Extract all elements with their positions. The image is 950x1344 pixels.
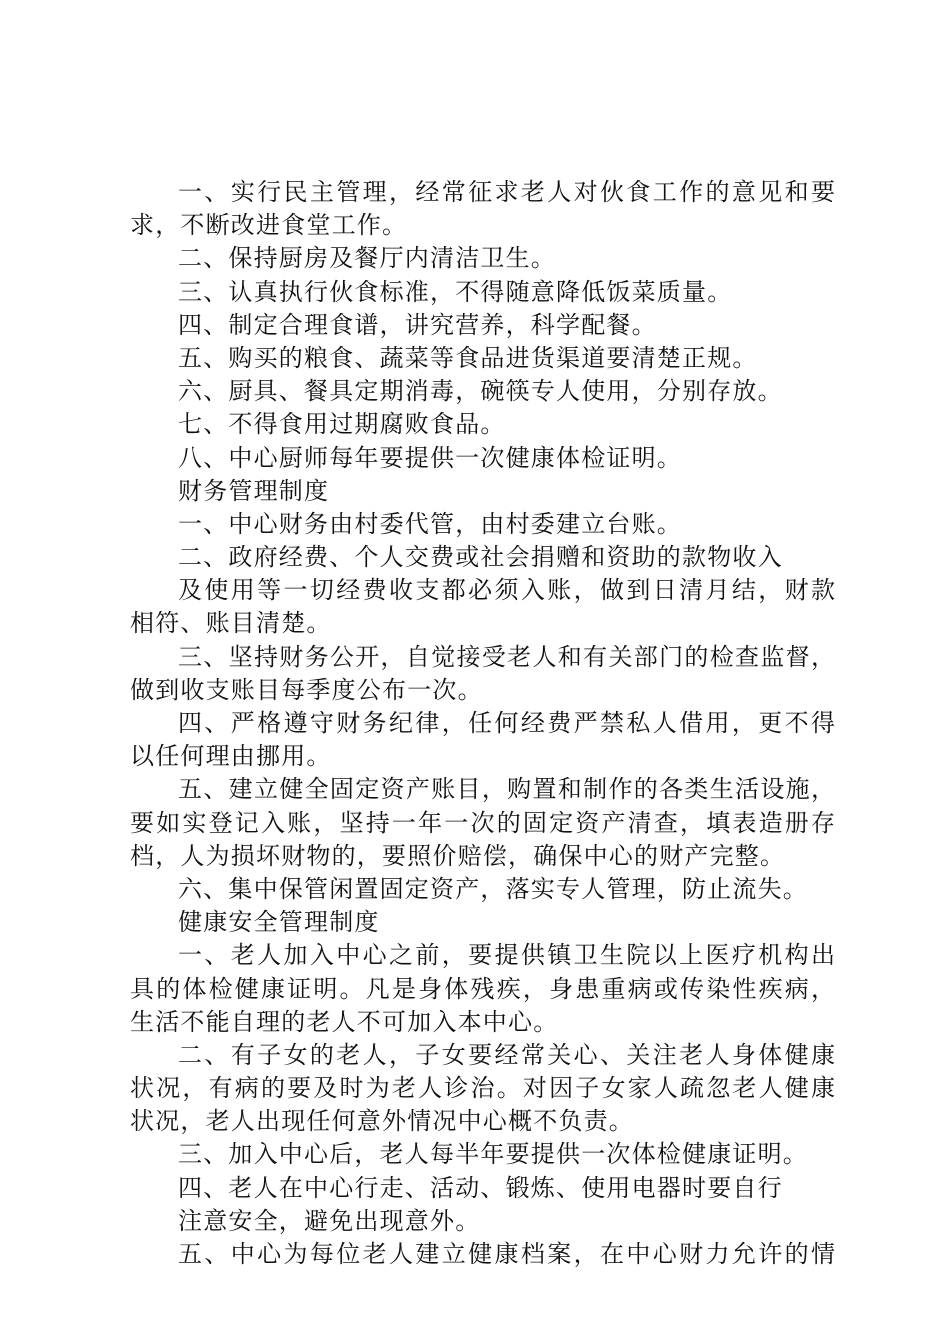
text-line: 五、建立健全固定资产账目，购置和制作的各类生活设施， (178, 775, 835, 804)
text-line: 二、保持厨房及餐厅内清洁卫生。 (178, 244, 556, 273)
text-line: 相符、账目清楚。 (130, 609, 332, 638)
text-line: 状况，有病的要及时为老人诊治。对因子女家人疏忽老人健康 (130, 1074, 835, 1103)
text-line: 六、集中保管闲置固定资产，落实专人管理，防止流失。 (178, 874, 808, 903)
text-line: 及使用等一切经费收支都必须入账，做到日清月结，财款 (178, 576, 835, 605)
text-line: 状况，老人出现任何意外情况中心概不负责。 (130, 1107, 634, 1136)
text-line: 求，不断改进食堂工作。 (130, 211, 408, 240)
text-line: 健康安全管理制度 (178, 908, 380, 937)
text-line: 三、认真执行伙食标准，不得随意降低饭菜质量。 (178, 277, 733, 306)
text-line: 做到收支账目每季度公布一次。 (130, 675, 483, 704)
text-line: 一、实行民主管理，经常征求老人对伙食工作的意见和要 (178, 178, 835, 206)
text-line: 五、购买的粮食、蔬菜等食品进货渠道要清楚正规。 (178, 343, 758, 372)
text-line: 四、严格遵守财务纪律，任何经费严禁私人借用，更不得 (178, 709, 835, 737)
text-line: 档，人为损坏财物的，要照价赔偿，确保中心的财产完整。 (130, 841, 786, 870)
text-line: 三、坚持财务公开，自觉接受老人和有关部门的检查监督， (178, 642, 835, 671)
text-line: 以任何理由挪用。 (130, 742, 332, 771)
text-line: 八、中心厨师每年要提供一次健康体检证明。 (178, 443, 682, 472)
text-line: 生活不能自理的老人不可加入本中心。 (130, 1007, 559, 1036)
text-line: 注意安全，避免出现意外。 (178, 1206, 481, 1235)
text-line: 三、加入中心后，老人每半年要提供一次体检健康证明。 (178, 1140, 808, 1169)
text-line: 四、制定合理食谱，讲究营养，科学配餐。 (178, 310, 657, 339)
text-line: 七、不得食用过期腐败食品。 (178, 410, 506, 439)
text-line: 一、老人加入中心之前，要提供镇卫生院以上医疗机构出 (178, 941, 835, 970)
text-line: 一、中心财务由村委代管，由村委建立台账。 (178, 509, 682, 538)
text-line: 二、政府经费、个人交费或社会捐赠和资助的款物收入 (178, 543, 783, 572)
document-body (130, 176, 835, 1271)
text-line: 四、老人在中心行走、活动、锻炼、使用电器时要自行 (178, 1173, 783, 1202)
text-line: 要如实登记入账，坚持一年一次的固定资产清查，填表造册存 (130, 808, 835, 837)
text-line: 具的体检健康证明。凡是身体残疾，身患重病或传染性疾病， (130, 974, 835, 1003)
text-line: 六、厨具、餐具定期消毒，碗筷专人使用，分别存放。 (178, 377, 783, 406)
text-line: 二、有子女的老人，子女要经常关心、关注老人身体健康 (178, 1040, 835, 1069)
text-line: 五、中心为每位老人建立健康档案，在中心财力允许的情 (178, 1240, 835, 1268)
text-line: 财务管理制度 (178, 476, 330, 505)
